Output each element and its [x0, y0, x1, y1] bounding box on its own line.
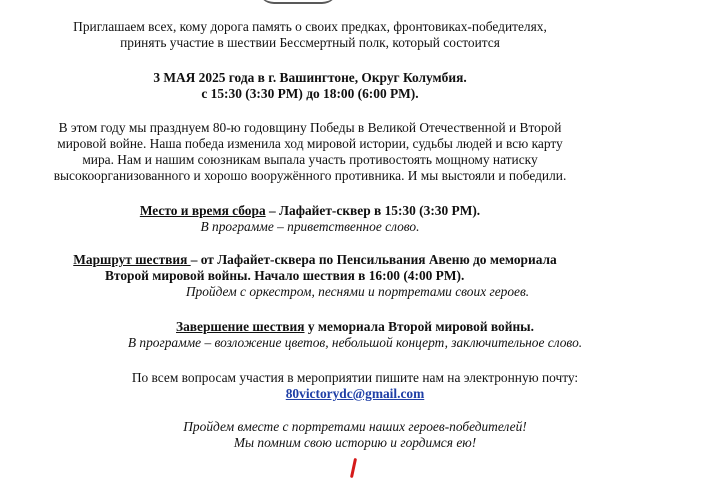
anniversary-line-3: мира. Нам и нашим союзникам выпала участь противостоять мощному натиску: [82, 152, 538, 167]
assembly-place-time: – Лафайет-сквер в 15:30 (3:30 PM).: [265, 203, 481, 218]
assembly-label: Место и время сбора: [139, 203, 266, 218]
event-date-block: [0, 70, 620, 102]
contact-section: [0, 370, 620, 402]
anniversary-paragraph: [0, 120, 620, 184]
closing-line-1: Пройдем вместе с портретами наших героев-победителей!: [183, 419, 527, 434]
header-decoration-fragment: [258, 0, 338, 4]
anniversary-line-2: мировой войне. Наша победа изменила ход мировой истории, судьбы людей и всю карту: [57, 136, 563, 151]
closing-line-2: Мы помним свою историю и гордимся ею!: [233, 435, 477, 450]
route-section: [0, 252, 620, 300]
finish-place: у мемориала Второй мировой войны.: [304, 319, 534, 334]
assembly-heading: [0, 203, 620, 219]
assembly-program: В программе – приветственное слово.: [200, 219, 420, 234]
assembly-section: [0, 203, 620, 235]
contact-text: По всем вопросам участия в мероприятии пишите нам на электронную почту:: [131, 370, 579, 385]
route-text-2: Второй мировой войны. Начало шествия в 16:00 (4:00 PM).: [105, 268, 465, 283]
finish-section: [0, 319, 620, 351]
invitation-paragraph: [0, 19, 620, 51]
route-program: Пройдем с оркестром, песнями и портретами своих героев.: [185, 284, 530, 299]
anniversary-line-4: высокоорганизованного и хорошо вооружённого противника. И мы выстояли и победили.: [53, 168, 567, 183]
closing-section: [0, 419, 620, 451]
event-time-line: с 15:30 (3:30 PM) до 18:00 (6:00 PM).: [201, 86, 419, 101]
route-heading: [0, 252, 620, 268]
route-label: Маршрут шествия: [73, 252, 191, 267]
event-date-line: 3 МАЯ 2025 года в г. Вашингтоне, Округ Колумбия.: [153, 70, 467, 85]
anniversary-line-1: В этом году мы празднуем 80-ю годовщину Победы в Великой Отечественной и Второй: [58, 120, 562, 135]
route-text-1: – от Лафайет-сквера по Пенсильвания Авеню до мемориала: [190, 252, 557, 267]
finish-program: В программе – возложение цветов, небольшой концерт, заключительное слово.: [127, 335, 583, 350]
invitation-line-2: принять участие в шествии Бессмертный полк, который состоится: [120, 35, 500, 50]
finish-heading: [0, 319, 620, 335]
contact-email-link[interactable]: 80victorydc@gmail.com: [285, 386, 425, 401]
finish-label: Завершение шествия: [176, 319, 305, 334]
invitation-line-1: Приглашаем всех, кому дорога память о своих предках, фронтовиках-победителях,: [73, 19, 547, 34]
